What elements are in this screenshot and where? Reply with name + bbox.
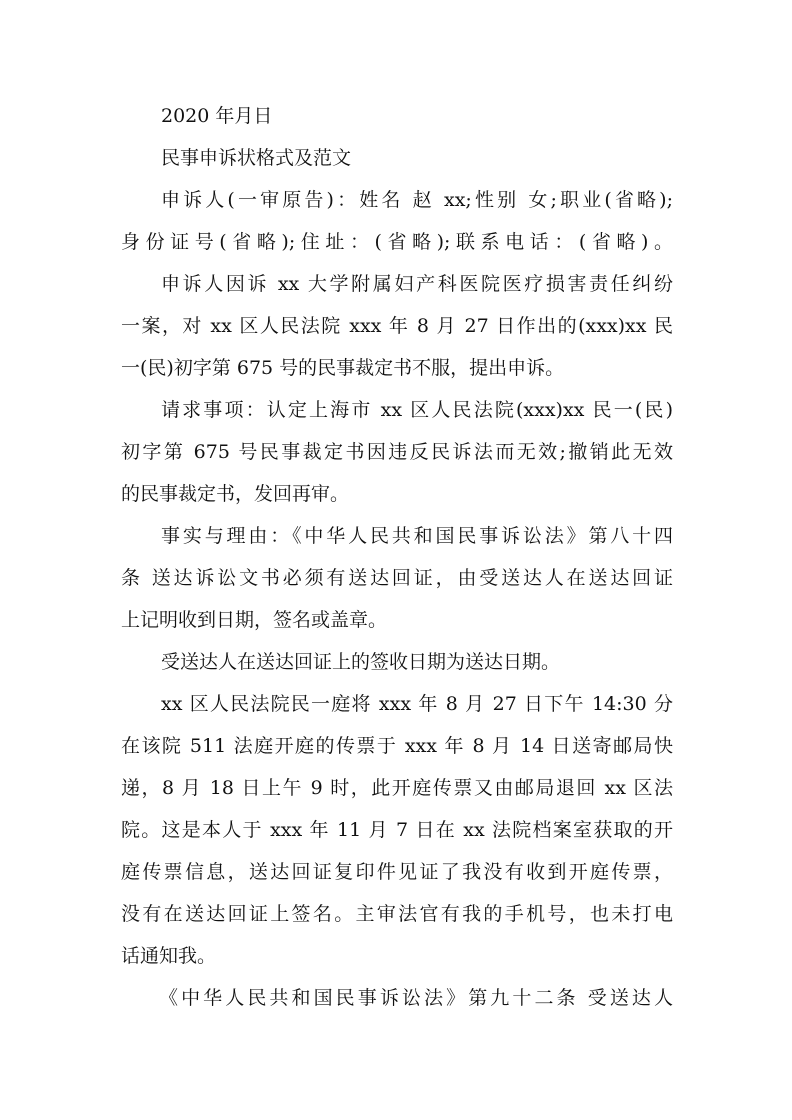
- date-line: 2020 年月日: [161, 105, 273, 127]
- paragraph-line: 申诉人因诉 xx 大学附属妇产科医院医疗损害责任纠纷: [161, 273, 673, 295]
- paragraph-line: 初字第 675 号民事裁定书因违反民诉法而无效;撤销此无效: [121, 441, 673, 463]
- paragraph-line: 庭传票信息，送达回证复印件见证了我没有收到开庭传票，: [121, 861, 673, 883]
- paragraph-line: 的民事裁定书，发回再审。: [121, 483, 350, 505]
- paragraph-line: 事实与理由：《中华人民共和国民事诉讼法》第八十四: [161, 525, 673, 547]
- paragraph-line: 没有在送达回证上签名。主审法官有我的手机号，也未打电: [121, 903, 673, 925]
- paragraph-line: 递，8 月 18 日上午 9 时，此开庭传票又由邮局退回 xx 区法: [121, 777, 673, 799]
- paragraph-line: 上记明收到日期，签名或盖章。: [121, 609, 388, 631]
- paragraph-line: 身份证号(省略);住址：(省略);联系电话：(省略)。: [121, 231, 673, 253]
- document-title: 民事申诉状格式及范文: [161, 147, 352, 169]
- paragraph-line: 受送达人在送达回证上的签收日期为送达日期。: [161, 651, 561, 673]
- paragraph-line: 院。这是本人于 xxx 年 11 月 7 日在 xx 法院档案室获取的开: [121, 819, 673, 841]
- paragraph-line: 话通知我。: [121, 945, 217, 967]
- paragraph-line: 《中华人民共和国民事诉讼法》第九十二条 受送达人: [159, 987, 673, 1009]
- paragraph-line: xx 区人民法院民一庭将 xxx 年 8 月 27 日下午 14:30 分: [161, 693, 673, 715]
- paragraph-line: 一案，对 xx 区人民法院 xxx 年 8 月 27 日作出的(xxx)xx 民: [121, 315, 673, 337]
- paragraph-line: 一(民)初字第 675 号的民事裁定书不服，提出申诉。: [121, 357, 565, 379]
- paragraph-line: 条 送达诉讼文书必须有送达回证，由受送达人在送达回证: [121, 567, 673, 589]
- document-body: [121, 95, 673, 1019]
- paragraph-line: 请求事项：认定上海市 xx 区人民法院(xxx)xx 民一(民): [161, 399, 673, 421]
- paragraph-line: 申诉人(一审原告)：姓名 赵 xx;性别 女;职业(省略);: [161, 189, 673, 211]
- paragraph-line: 在该院 511 法庭开庭的传票于 xxx 年 8 月 14 日送寄邮局快: [121, 735, 673, 757]
